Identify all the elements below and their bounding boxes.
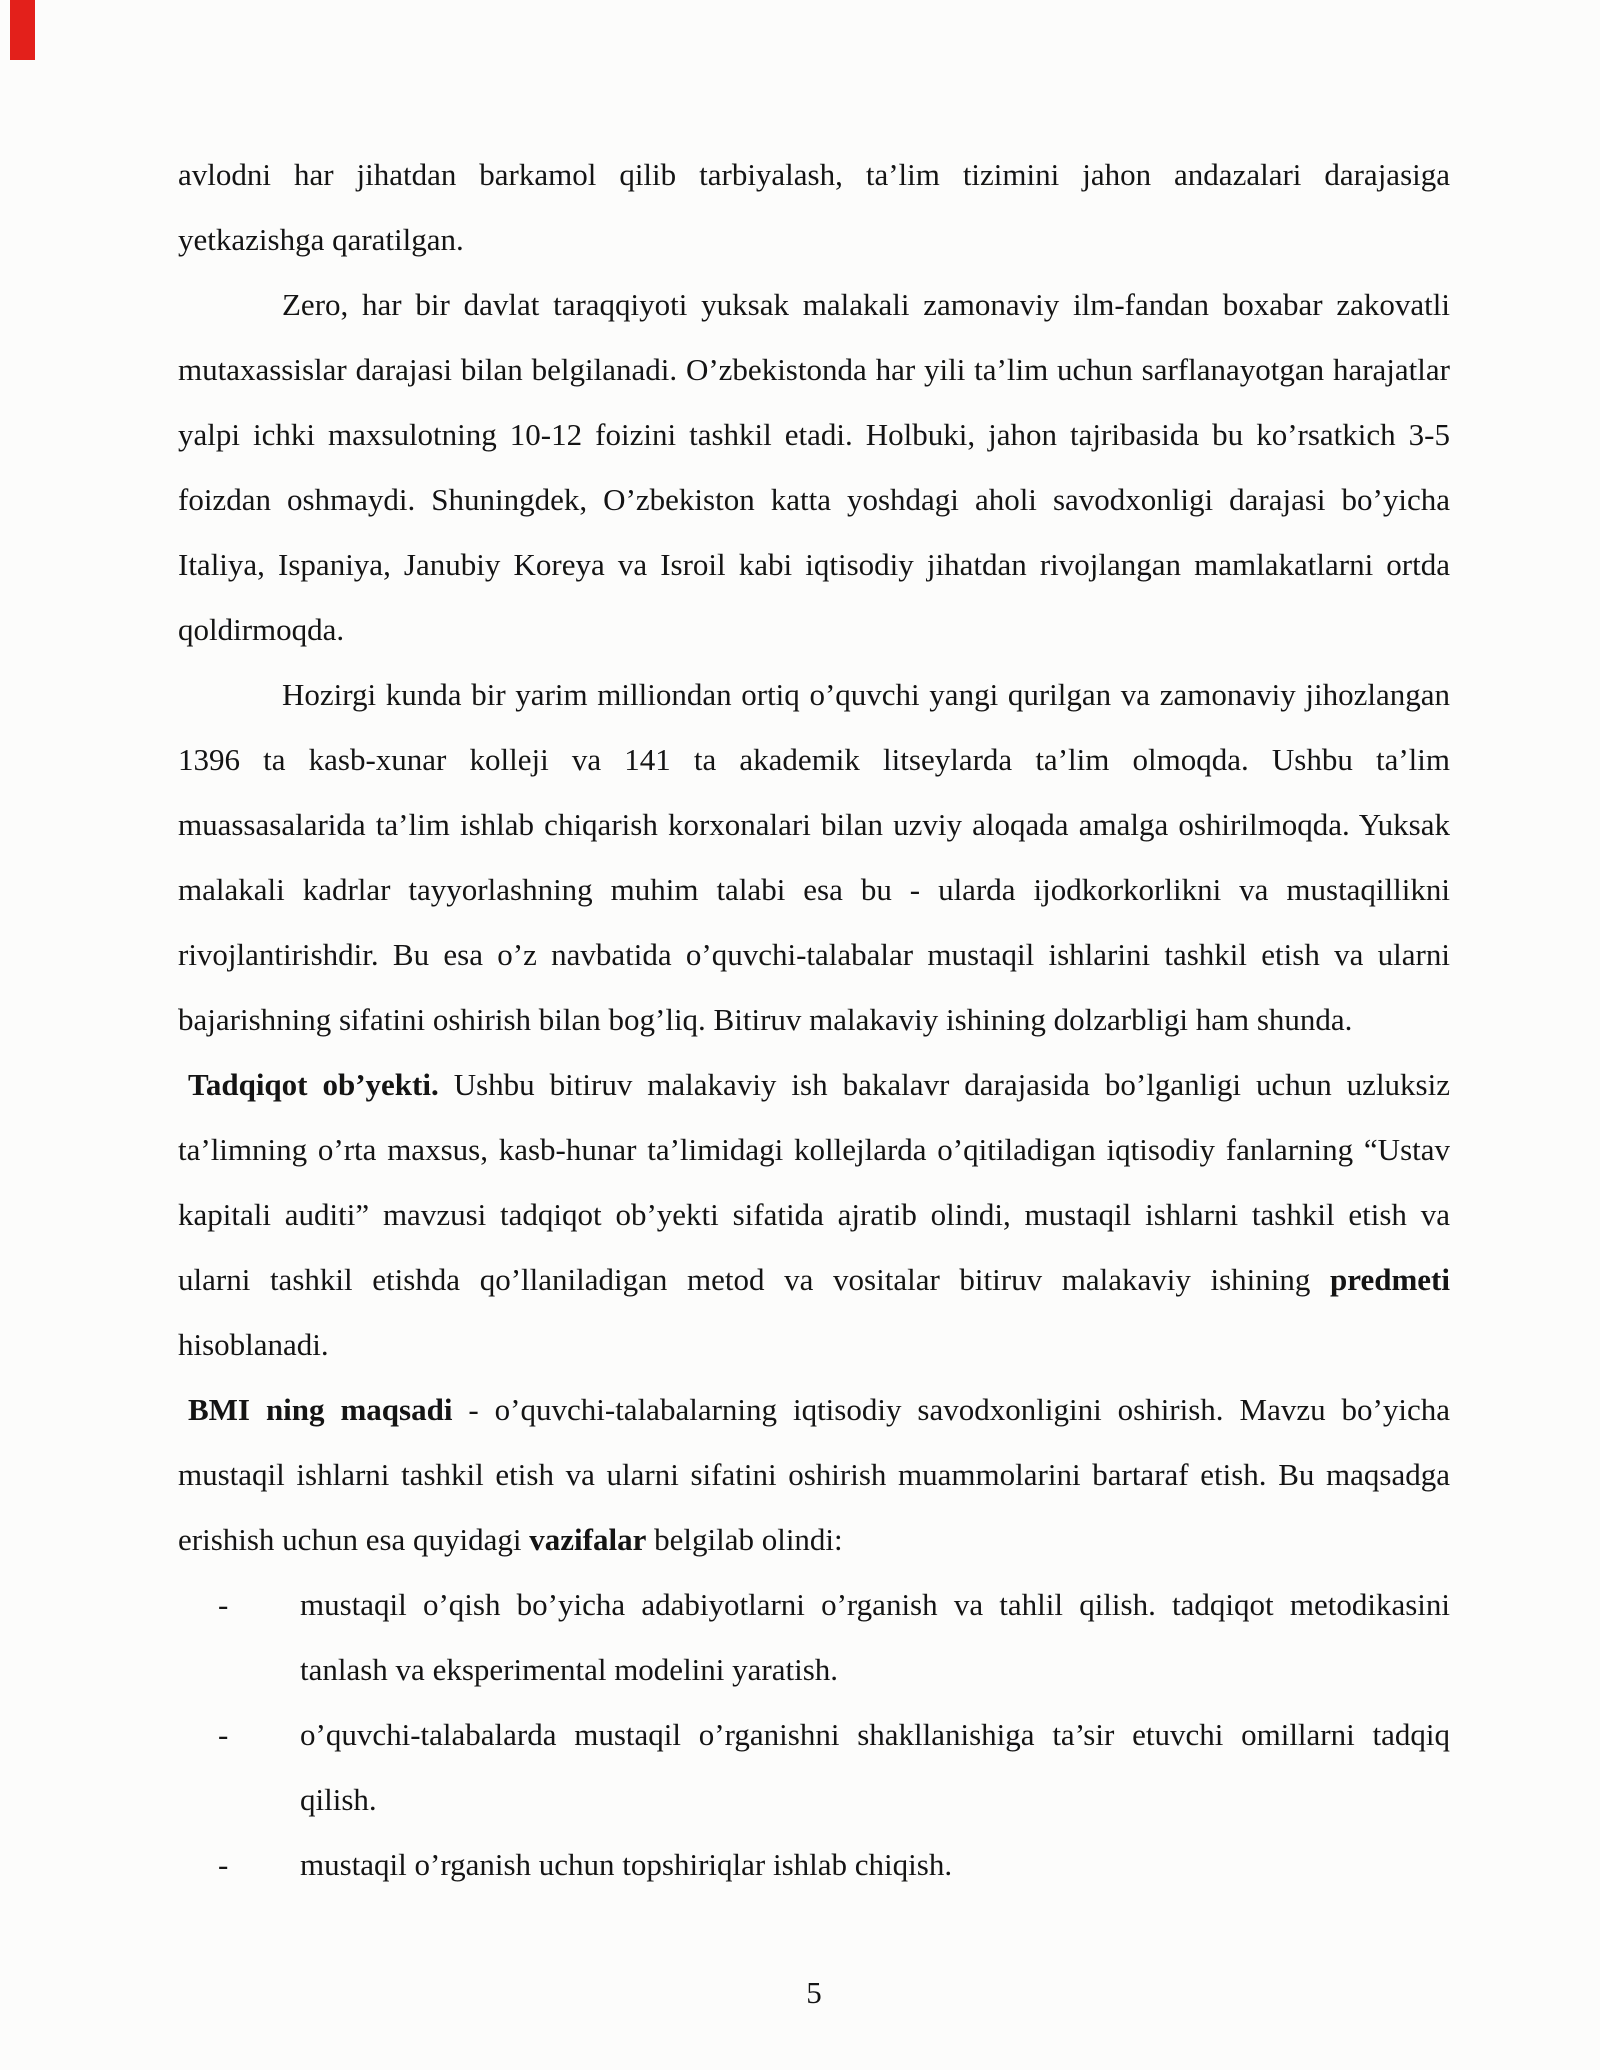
scan-artifact-mark bbox=[10, 0, 35, 60]
list-item bbox=[178, 1572, 1450, 1702]
text-segment: Ushbu bitiruv malakaviy ish bakalavr darajasida bo’lganligi uchun uzluksiz ta’limning o’rta maxsus, kasb-hunar ta’limidagi kollejlarda o’qitiladigan iqtisodiy fanlarning “Ustav kapitali auditi” mavzusi tadqiqot ob’yekti sifatida ajratib olindi, mustaqil ishlarni tashkil etish va ularni tashkil etishda qo’llaniladigan metod va vositalar bitiruv malakaviy ishining bbox=[178, 1067, 1450, 1297]
document-body bbox=[178, 142, 1450, 1897]
bold-text-segment: predmeti bbox=[1330, 1262, 1450, 1297]
text-segment: belgilab olindi: bbox=[646, 1522, 843, 1557]
paragraph bbox=[178, 662, 1450, 1052]
list-dash-marker: - bbox=[218, 1587, 229, 1622]
paragraph bbox=[178, 1377, 1450, 1572]
paragraph bbox=[178, 1052, 1450, 1377]
text-segment: - o’quvchi-talabalarning iqtisodiy savodxonligini oshirish. Mavzu bo’yicha mustaqil ishlarni tashkil etish va ularni sifatini oshirish muammolarini bartaraf etish. Bu maqsadga erishish uchun esa quyidagi bbox=[178, 1392, 1450, 1557]
text-segment: avlodni har jihatdan barkamol qilib tarbiyalash, ta’lim tizimini jahon andazalari darajasiga yetkazishga qaratilgan. bbox=[178, 157, 1450, 257]
bold-text-segment: vazifalar bbox=[529, 1522, 647, 1557]
text-segment: Zero, har bir davlat taraqqiyoti yuksak malakali zamonaviy ilm-fandan boxabar zakovatli mutaxassislar darajasi bilan belgilanadi. O’zbekistonda har yili ta’lim uchun sarflanayotgan harajatlar yalpi ichki maxsulotning 10-12 foizini tashkil etadi. Holbuki, jahon tajribasida bu ko’rsatkich 3-5 foizdan oshmaydi. Shuningdek, O’zbekiston katta yoshdagi aholi savodxonligi darajasi bo’yicha Italiya, Ispaniya, Janubiy Koreya va Isroil kabi iqtisodiy jihatdan rivojlangan mamlakatlarni ortda qoldirmoqda. bbox=[178, 287, 1450, 647]
list-dash-marker: - bbox=[218, 1847, 229, 1882]
text-segment: o’quvchi-talabalarda mustaqil o’rganishni shakllanishiga ta’sir etuvchi omillarni tadqiq qilish. bbox=[300, 1717, 1450, 1817]
text-segment: Hozirgi kunda bir yarim milliondan ortiq o’quvchi yangi qurilgan va zamonaviy jihozlangan 1396 ta kasb-xunar kolleji va 141 ta akademik litseylarda ta’lim olmoqda. Ushbu ta’lim muassasalarida ta’lim ishlab chiqarish korxonalari bilan uzviy aloqada amalga oshirilmoqda. Yuksak malakali kadrlar tayyorlashning muhim talabi esa bu - ularda ijodkorkorlikni va mustaqillikni rivojlantirishdir. Bu esa o’z navbatida o’quvchi-talabalar mustaqil ishlarini tashkil etish va ularni bajarishning sifatini oshirish bilan bog’liq. Bitiruv malakaviy ishining dolzarbligi ham shunda. bbox=[178, 677, 1450, 1037]
paragraph bbox=[178, 142, 1450, 272]
list-dash-marker: - bbox=[218, 1717, 229, 1752]
text-segment: mustaqil o’qish bo’yicha adabiyotlarni o’rganish va tahlil qilish. tadqiqot metodikasini tanlash va eksperimental modelini yaratish. bbox=[300, 1587, 1450, 1687]
paragraph bbox=[178, 272, 1450, 662]
text-segment: mustaqil o’rganish uchun topshiriqlar ishlab chiqish. bbox=[300, 1847, 953, 1882]
text-segment: hisoblanadi. bbox=[178, 1327, 329, 1362]
bold-text-segment: BMI ning maqsadi bbox=[188, 1392, 453, 1427]
list-item bbox=[178, 1702, 1450, 1832]
list-item bbox=[178, 1832, 1450, 1897]
bold-text-segment: Tadqiqot ob’yekti. bbox=[188, 1067, 439, 1102]
page-number: 5 bbox=[806, 1975, 822, 2010]
